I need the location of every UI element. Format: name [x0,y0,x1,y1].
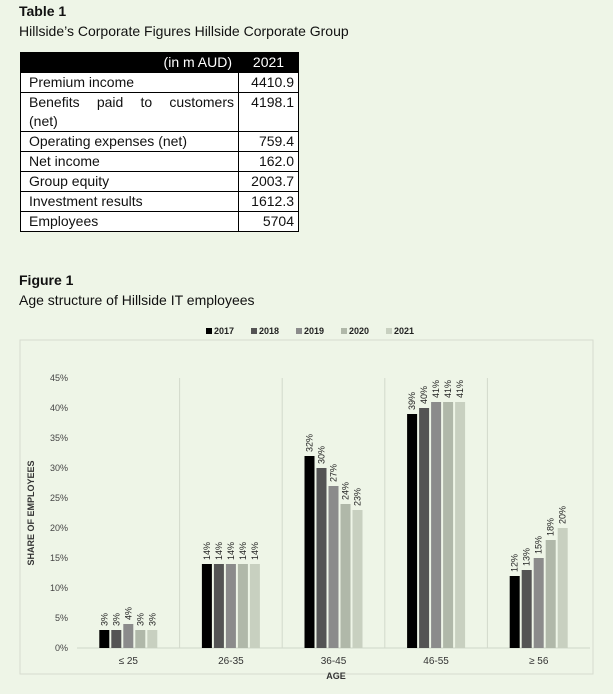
header-unit: (in m AUD) [21,53,239,73]
bar [317,468,327,648]
bar-data-label: 14% [237,541,248,560]
bar [305,456,315,648]
y-tick-label: 40% [49,403,68,413]
bar-data-label: 41% [431,379,442,398]
header-year: 2021 [239,53,299,73]
bar-data-label: 3% [147,612,158,626]
row-value: 162.0 [239,152,299,172]
bar-data-label: 23% [352,487,363,506]
bar-data-label: 41% [443,379,454,398]
y-tick-label: 0% [54,643,68,653]
bar [123,624,133,648]
bar [534,558,544,648]
bar-data-label: 24% [340,481,351,500]
bar [238,564,248,648]
y-tick-label: 25% [49,493,68,503]
legend-label: 2021 [394,326,415,336]
x-tick-label: 26-35 [218,656,244,667]
legend-label: 2018 [259,326,280,336]
x-axis-title: AGE [326,671,346,681]
legend-swatch [251,328,257,334]
bar [443,402,453,648]
row-label-line-1: Benefits paid to customers [29,94,234,110]
row-label [21,93,239,132]
table-row [21,192,299,212]
corporate-figures-table [20,52,299,232]
figure-title: Age structure of Hillside IT employees [19,292,255,308]
bar-data-label: 39% [407,391,418,410]
bar [135,630,145,648]
row-value: 5704 [239,212,299,232]
y-tick-label: 35% [49,433,68,443]
row-value: 759.4 [239,132,299,152]
bar [111,630,121,648]
bar-data-label: 18% [545,517,556,536]
row-value: 2003.7 [239,172,299,192]
bar-data-label: 20% [557,505,568,524]
row-label: Net income [21,152,239,172]
x-tick-label: 46-55 [423,656,449,667]
bar-data-label: 40% [419,385,430,404]
bar [558,528,568,648]
y-tick-label: 45% [49,373,68,383]
legend-swatch [386,328,392,334]
x-tick-label: ≤ 25 [118,656,138,667]
y-axis-title: SHARE OF EMPLOYEES [26,460,36,566]
y-tick-label: 10% [49,583,68,593]
row-label: Premium income [21,73,239,93]
bar [226,564,236,648]
bar [99,630,109,648]
y-tick-label: 15% [49,553,68,563]
bar [419,408,429,648]
table-title: Hillside’s Corporate Figures Hillside Corporate Group [19,23,349,39]
bar [202,564,212,648]
bar-data-label: 14% [249,541,260,560]
bar-data-label: 41% [455,379,466,398]
figure-label: Figure 1 [19,272,74,288]
x-tick-label: 36-45 [320,656,347,667]
table-label: Table 1 [19,3,67,19]
legend-label: 2020 [349,326,370,336]
bar-data-label: 32% [304,433,315,452]
bar [546,540,556,648]
y-tick-label: 5% [54,613,68,623]
bar-data-label: 30% [316,445,327,464]
bar [147,630,157,648]
table-header-row [21,53,299,73]
legend-swatch [296,328,302,334]
y-tick-label: 20% [49,523,68,533]
table-row [21,73,299,93]
row-label: Group equity [21,172,239,192]
bar-data-label: 12% [509,553,520,572]
bar [510,576,520,648]
bar-data-label: 3% [135,612,146,626]
row-label: Employees [21,212,239,232]
table-row [21,152,299,172]
bar [329,486,339,648]
bar-data-label: 3% [111,612,122,626]
bar [353,510,363,648]
bar-data-label: 14% [201,541,212,560]
row-value: 4198.1 [239,93,299,132]
bar [250,564,260,648]
table-row [21,93,299,132]
bar-data-label: 14% [225,541,236,560]
bar [341,504,351,648]
legend-swatch [206,328,212,334]
table-row [21,132,299,152]
bar [431,402,441,648]
legend-label: 2017 [214,326,235,336]
legend-swatch [341,328,347,334]
bar [214,564,224,648]
row-value: 4410.9 [239,73,299,93]
bar-data-label: 3% [99,612,110,626]
y-tick-label: 30% [49,463,68,473]
table-row [21,212,299,232]
row-value: 1612.3 [239,192,299,212]
x-tick-label: ≥ 56 [529,656,549,667]
bar-data-label: 4% [123,606,134,620]
legend-label: 2019 [304,326,325,336]
table-row [21,172,299,192]
bar-data-label: 13% [521,547,532,566]
bar-data-label: 27% [328,463,339,482]
bar [407,414,417,648]
age-structure-chart [0,320,613,694]
row-label-line-2: (net) [29,113,58,129]
row-label: Investment results [21,192,239,212]
bar [455,402,465,648]
row-label: Operating expenses (net) [21,132,239,152]
bar-data-label: 15% [533,535,544,554]
bar [522,570,532,648]
bar-data-label: 14% [213,541,224,560]
